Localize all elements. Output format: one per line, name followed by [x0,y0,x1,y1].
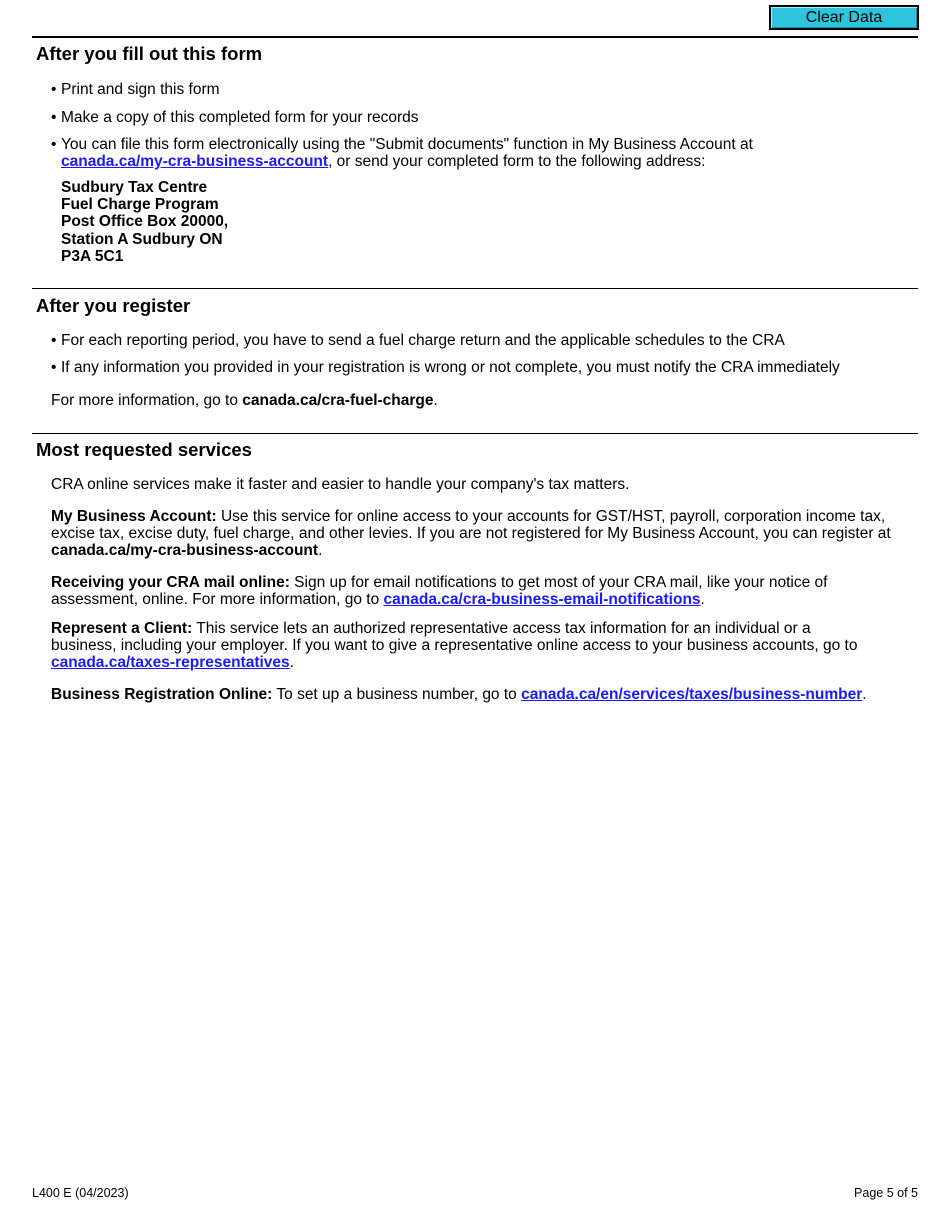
taxes-representatives-link[interactable]: canada.ca/taxes-representatives [51,654,290,671]
section-title-most-requested: Most requested services [36,439,252,460]
mail-online-paragraph: Receiving your CRA mail online: Sign up for email notifications to get most of your CRA mail, like your notice of assessment, online. For more information, go to canada.ca/cra-business-email-notifications. [51,574,828,608]
more-info-text: For more information, go to canada.ca/cra-fuel-charge. [51,392,438,409]
address-line: P3A 5C1 [61,247,124,265]
list-item: • If any information you provided in your registration is wrong or not complete, you must notify the CRA immediately [51,359,840,376]
list-item: • For each reporting period, you have to send a fuel charge return and the applicable schedules to the CRA [51,332,785,349]
section-divider [32,433,918,434]
address-line: Post Office Box 20000, [61,213,229,231]
section-title-after-register: After you register [36,295,191,316]
list-item: • Print and sign this form [51,81,220,98]
business-number-link[interactable]: canada.ca/en/services/taxes/business-number [521,686,863,703]
form-identifier: L400 E (04/2023) [32,1186,129,1200]
address-line: Station A Sudbury ON [61,230,223,248]
page-number: Page 5 of 5 [854,1186,918,1200]
address-line: Sudbury Tax Centre [61,179,208,196]
list-item: • Make a copy of this completed form for your records [51,109,419,126]
mailing-address [61,179,228,265]
business-registration-paragraph: Business Registration Online: To set up a business number, go to canada.ca/en/services/taxes/business-number. [51,686,867,703]
section-divider [32,288,918,289]
my-business-account-link[interactable]: canada.ca/my-cra-business-account [61,153,329,170]
services-intro: CRA online services make it faster and easier to handle your company's tax matters. [51,476,630,493]
section-divider [32,36,918,38]
email-notifications-link[interactable]: canada.ca/cra-business-email-notifications [383,591,701,608]
address-line: Fuel Charge Program [61,196,219,214]
section-title-after-fill: After you fill out this form [36,43,263,64]
list-item: • You can file this form electronically using the "Submit documents" function in My Business Account at canada.ca/my-cra-business-account, or send your completed form to the following address: [51,136,753,170]
my-business-account-paragraph: My Business Account: Use this service for online access to your accounts for GST/HST, payroll, corporation income tax, excise tax, excise duty, fuel charge, and other levies. If you are not registered for My Business Account, you can register at canada.ca/my-cra-business-account. [51,508,891,559]
represent-client-paragraph: Represent a Client: This service lets an authorized representative access tax information for an individual or a business, including your employer. If you want to give a representative online access to your business accounts, go to canada.ca/taxes-representatives. [51,620,858,671]
clear-data-button[interactable]: Clear Data [769,5,919,30]
